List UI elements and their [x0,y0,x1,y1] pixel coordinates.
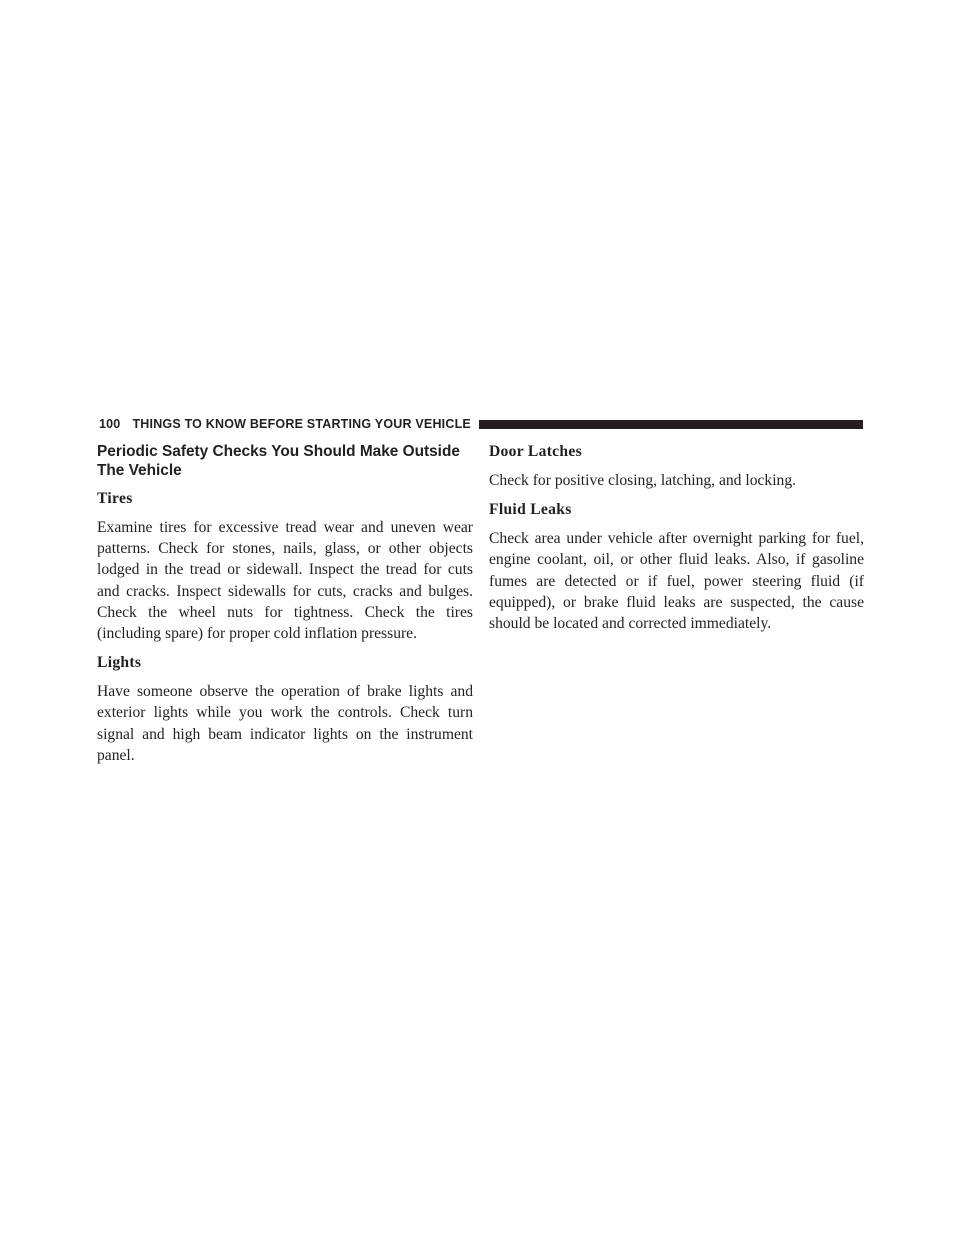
section-body: Examine tires for excessive tread wear and uneven wear patterns. Check for stones, nails, glass, or other objects lodged in the tread or sidewall. Inspect the tread for cuts and cracks. Inspect sidewalls for cuts, cracks and bulges. Check the wheel nuts for tightness. Check the tires (including spare) for proper cold inflation pressure. [97,519,473,643]
page-number: 100 [99,417,121,431]
section-body: Check for positive closing, latching, and locking. [489,472,797,489]
section-heading: Tires [97,490,133,507]
section-body: Check area under vehicle after overnight parking for fuel, engine coolant, oil, or other fluid leaks. Also, if gasoline fumes are detected or if fuel, power steering fluid (if equipped), or brake fluid leaks are suspected, the cause should be located and corrected immediately. [489,530,864,633]
left-column [97,442,473,775]
section-tires [97,489,473,644]
right-column [489,442,864,643]
page-title: Periodic Safety Checks You Should Make Outside The Vehicle [97,443,460,479]
page-header [99,415,863,433]
section-heading: Lights [97,654,142,672]
section-door-latches [489,442,864,491]
chapter-title: THINGS TO KNOW BEFORE STARTING YOUR VEHICLE [132,417,471,431]
section-lights [97,653,473,766]
section-heading: Fluid Leaks [489,501,572,519]
section-fluid-leaks [489,500,864,634]
header-rule [479,420,863,429]
section-body: Have someone observe the operation of brake lights and exterior lights while you work the controls. Check turn signal and high beam indicator lights on the instrument panel. [97,683,473,764]
section-heading: Door Latches [489,443,582,460]
